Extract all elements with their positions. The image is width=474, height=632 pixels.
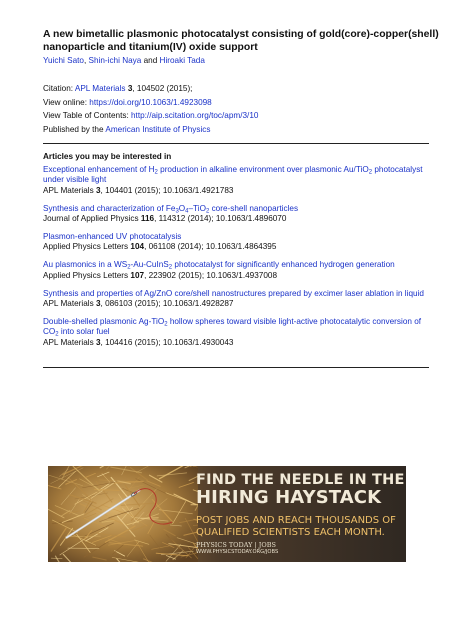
- publisher-label: Published by the: [43, 124, 106, 134]
- ad-copy: [196, 472, 405, 556]
- title-text: Synthesis and characterization of Fe: [43, 203, 176, 213]
- doi-link[interactable]: https://doi.org/10.1063/1.4923098: [89, 97, 212, 107]
- top-divider: [43, 143, 429, 144]
- author-link[interactable]: Yuichi Sato: [43, 56, 84, 65]
- publisher-link[interactable]: American Institute of Physics: [105, 124, 211, 134]
- related-article-journal: Applied Physics Letters: [43, 242, 129, 252]
- related-articles-heading: Articles you may be interested in: [43, 152, 172, 161]
- haystack-needle-image: [48, 466, 198, 562]
- title-text: -Au-CuInS: [130, 260, 169, 270]
- citation-line: [43, 82, 258, 96]
- related-article: [43, 204, 435, 225]
- title-text: O: [178, 203, 186, 213]
- related-article-citation: [43, 338, 435, 348]
- toc-line: [43, 109, 258, 123]
- related-article-journal: APL Materials: [43, 337, 94, 347]
- related-article-volume: 3: [95, 299, 101, 309]
- related-article: [43, 260, 435, 281]
- related-article-volume: 107: [130, 270, 145, 280]
- toc-label: View Table of Contents:: [43, 111, 131, 120]
- related-article: [43, 317, 435, 348]
- title-text: Synthesis and properties of Ag/ZnO core/shell nanostructures prepared by excimer laser ablation in liquid: [43, 288, 424, 298]
- author-separator: ,: [83, 56, 89, 65]
- ad-headline-line1: FIND THE NEEDLE IN THE: [196, 472, 405, 488]
- related-article-citation: [43, 186, 435, 196]
- title-text: Double-shelled plasmonic Ag-TiO: [43, 316, 165, 326]
- related-article-pages-doi: , 061108 (2014); 10.1063/1.4864395: [144, 242, 277, 252]
- related-article-pages-doi: , 114312 (2014); 10.1063/1.4896070: [154, 214, 287, 224]
- related-article-citation: [43, 271, 435, 281]
- title-text: hollow spheres toward visible light-active photocatalytic conversion of CO: [43, 316, 422, 337]
- journal-link[interactable]: APL Materials: [74, 84, 126, 93]
- related-article-volume: 104: [130, 242, 145, 252]
- ad-headline-line2: HIRING HAYSTACK: [196, 487, 382, 508]
- related-article: [43, 232, 435, 253]
- related-article-pages-doi: , 104401 (2015); 10.1063/1.4921783: [100, 185, 234, 195]
- related-article-title-link[interactable]: [43, 317, 435, 338]
- author-link[interactable]: Hiroaki Tada: [159, 56, 205, 65]
- related-article-citation: [43, 214, 435, 224]
- citation-label: Citation:: [43, 84, 75, 93]
- related-article-journal: Journal of Applied Physics: [43, 214, 139, 224]
- citation-volume: 3: [127, 84, 133, 93]
- subscript: 2: [55, 331, 59, 338]
- citation-details: , 104502 (2015);: [132, 84, 193, 93]
- related-article-title-link[interactable]: [43, 260, 435, 270]
- related-article-title-link[interactable]: [43, 232, 435, 242]
- subscript: 4: [185, 208, 189, 215]
- related-article: [43, 289, 435, 310]
- related-article-volume: 3: [95, 185, 101, 195]
- related-article-journal: Applied Physics Letters: [43, 270, 129, 280]
- related-articles-list: [43, 165, 435, 356]
- ad-url[interactable]: WWW.PHYSICSTODAY.ORG/JOBS: [196, 549, 279, 555]
- toc-link[interactable]: http://aip.scitation.org/toc/apm/3/10: [131, 111, 259, 120]
- view-online-label: View online:: [43, 97, 90, 107]
- related-article-citation: [43, 242, 435, 252]
- related-article: [43, 165, 435, 196]
- subscript: 2: [164, 321, 168, 328]
- bottom-divider: [43, 367, 429, 368]
- article-title: A new bimetallic plasmonic photocatalyst consisting of gold(core)-copper(shell) nanoparticle and titanium(IV) oxide support: [43, 29, 439, 53]
- title-text: photocatalyst for significantly enhanced hydrogen generation: [172, 260, 395, 270]
- subscript: 2: [168, 264, 173, 271]
- author-and: and: [141, 56, 160, 65]
- subscript: 2: [368, 169, 373, 176]
- subscript: 2: [127, 264, 131, 271]
- related-article-pages-doi: , 223902 (2015); 10.1063/1.4937008: [144, 270, 277, 280]
- related-article-volume: 3: [95, 337, 101, 347]
- related-article-journal: APL Materials: [43, 299, 94, 309]
- subscript: 2: [205, 208, 210, 215]
- title-text: Au plasmonics in a WS: [43, 260, 128, 270]
- title-text: core-shell nanoparticles: [209, 203, 299, 213]
- related-article-title-link[interactable]: [43, 289, 435, 299]
- publisher-line: [43, 123, 258, 137]
- view-online-line: [43, 96, 258, 110]
- title-text: photocatalyst under visible light: [43, 165, 423, 185]
- title-text: Plasmon-enhanced UV photocatalysis: [43, 232, 182, 242]
- related-article-volume: 116: [140, 214, 155, 224]
- subscript: 2: [154, 169, 158, 176]
- related-article-pages-doi: , 104416 (2015); 10.1063/1.4930043: [100, 337, 234, 347]
- advertisement-banner[interactable]: [48, 466, 406, 562]
- title-text: Exceptional enhancement of H: [43, 165, 155, 174]
- related-article-title-link[interactable]: [43, 204, 435, 214]
- author-list: [43, 55, 205, 66]
- related-article-journal: APL Materials: [43, 185, 94, 195]
- title-text: production in alkaline environment over plasmonic Au/TiO: [157, 165, 369, 174]
- author-link[interactable]: Shin-ichi Naya: [88, 56, 142, 65]
- ad-subline-2: QUALIFIED SCIENTISTS EACH MONTH.: [196, 527, 385, 538]
- related-article-pages-doi: , 086103 (2015); 10.1063/1.4928287: [100, 299, 234, 309]
- ad-brand: PHYSICS TODAY | JOBS: [196, 541, 276, 549]
- title-text: –TiO: [188, 203, 206, 213]
- subscript: 3: [175, 208, 179, 215]
- citation-block: [43, 82, 258, 136]
- ad-subline-1: POST JOBS AND REACH THOUSANDS OF: [196, 515, 396, 526]
- related-article-citation: [43, 299, 435, 309]
- title-text: into solar fuel: [58, 327, 110, 337]
- related-article-title-link[interactable]: [43, 165, 435, 186]
